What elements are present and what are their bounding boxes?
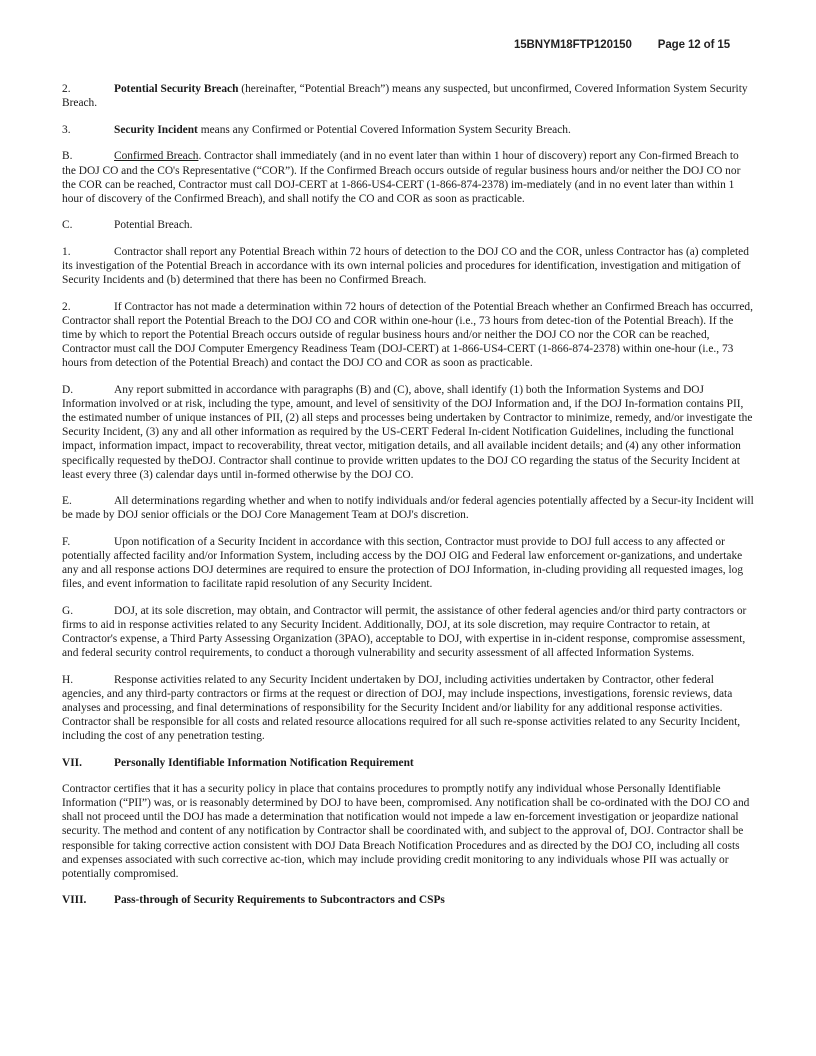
paragraph-f: F. Upon notification of a Security Incident in accordance with this section, Contractor must provide to DOJ full access to any affected or potentially affected facility and/or Information System, including access by the DOJ OIG and Federal law enforcement or-ganizations, and undertake any and all response actions DOJ determines are required to ensure the protection of DOJ Information, in-cluding providing all requested images, log files, and event information to facilitate rapid resolution of any Security Incident. [62,536,744,591]
page-number: Page 12 of 15 [657,39,730,51]
paragraph-e: E. All determinations regarding whether and when to notify individuals and/or federal agencies potentially affected by a Secur-ity Incident will be made by DOJ senior officials or the DOJ Core Management Team at DOJ's discretion. [62,495,754,522]
section-vii-text: Contractor certifies that it has a security policy in place that contains procedures to promptly notify any individual whose Personally Identifiable Information (“PII”) was, or is reasonably determined by DOJ to have been, compromised. Any notification shall be co-ordinated with the DOJ CO and shall not proceed until the DOJ has made a determination that notification would not impede a law en-forcement investigation or jeopardize national security. The method and content of any notification by Contractor shall be coordinated with, and subject to the approval of, DOJ. Contractor shall be responsible for taking corrective action consistent with DOJ Data Breach Notification Procedures and as directed by the DOJ CO, including all costs and expenses associated with such corrective ac-tion, which may include providing credit monitoring to any individuals whose PII was actually or potentially compromised. [62,783,750,880]
document-id: 15BNYM18FTP120150 [513,39,632,51]
term-security-incident: Security Incident [114,123,198,136]
paragraph-h: H. Response activities related to any Security Incident undertaken by DOJ, including activities undertaken by Contractor, other federal agencies, and any third-party contractors or firms at the request or direction of DOJ, may include inspections, investigations, forensic reviews, data analyses and processing, and final determinations of responsibility for the Security Incident and/or liability for any additional response activities. Contractor shall be responsible for all costs and related resource allocations required for all such re-sponse activities related to any Security Incident, including the cost of any penetration testing. [62,674,741,743]
paragraph-c1: 1. Contractor shall report any Potential Breach within 72 hours of detection to the DOJ CO and the COR, unless Contractor has (a) completed its investigation of the Potential Breach in accordance with its own internal policies and procedures for identification, investigation and mitigation of Security Incidents and (b) determined that there has been no Confirmed Breach. [62,246,749,287]
paragraph-2-potential-breach: 2. Potential Security Breach (hereinafter, “Potential Breach”) means any suspected, but unconfirmed, Covered Information System Security Breach. [62,83,748,110]
page-header [514,38,730,52]
paragraph-b-confirmed-breach: B. Confirmed Breach. Contractor shall immediately (and in no event later than within 1 hour of discovery) report any Con-firmed Breach to the DOJ CO and the CO's Representative (“COR”). If the Confirmed Breach occurs outside of regular business hours and/or neither the DOJ CO nor the COR can be reached, Contractor must call DOJ-CERT at 1-866-US4-CERT (1-866-874-2378) im-mediately (and in no event later than within 1 hour of discovery of the Confirmed Breach), and shall notify the CO and COR as soon as practicable. [62,150,741,205]
paragraph-g: G. DOJ, at its sole discretion, may obtain, and Contractor will permit, the assistance of other federal agencies and/or third party contractors or firms to aid in response activities related to any Security Incident. Additionally, DOJ, at its sole discretion, may require Contractor to retain, at Contractor's expense, a Third Party Assessing Organization (3PAO), acceptable to DOJ, with expertise in in-cident response, compromise assessment, and federal security control requirements, to conduct a thorough vulnerability and security assessment of all affected Information Systems. [62,605,747,660]
paragraph-3-security-incident: 3. Security Incident means any Confirmed or Potential Covered Information System Security Breach. [62,123,571,136]
paragraph-d: D. Any report submitted in accordance with paragraphs (B) and (C), above, shall identify (1) both the Information Systems and DOJ Information involved or at risk, including the type, amount, and level of sensitivity of the DOJ Information and, if the DOJ In-formation contains PII, the estimated number of unique instances of PII, (2) all steps and processes being undertaken by Contractor to minimize, remedy, and/or investigate the Security Incident, (3) any and all other information as required by the US-CERT Federal In-cident Notification Guidelines, including the functional impact, information impact, impact to recoverability, threat vector, mitigation details, and all available incident details; and (4) any other information specifically requested by theDOJ. Contractor shall continue to provide written updates to the DOJ CO regarding the status of the Security Incident at least every three (3) calendar days until in-formed otherwise by the DOJ CO. [62,384,753,481]
document-body [62,82,755,920]
heading-confirmed-breach: Confirmed Breach [114,150,199,163]
section-viii-heading: VIII. Pass-through of Security Requirements to Subcontractors and CSPs [62,894,445,907]
paragraph-c-potential-breach: C. Potential Breach. [62,219,193,232]
paragraph-c2: 2. If Contractor has not made a determination within 72 hours of detection of the Potential Breach whether an Confirmed Breach has occurred, Contractor shall report the Potential Breach to the DOJ CO and COR within one-hour (i.e., 73 hours from detec-tion of the Potential Breach). If the time by which to report the Potential Breach occurs outside of regular business hours and/or neither the DOJ CO nor the COR can be reached, Contractor must call the DOJ Computer Emergency Readiness Team (DOJ-CERT) at 1-866-US4-CERT (1-866-874-2378) within one-hour (i.e., 73 hours from detection of the Potential Breach) and contact the DOJ CO and COR as soon as practicable. [62,301,753,370]
term-potential-security-breach: Potential Security Breach [114,83,239,95]
section-vii-heading: VII. Personally Identifiable Information Notification Requirement [62,757,414,770]
